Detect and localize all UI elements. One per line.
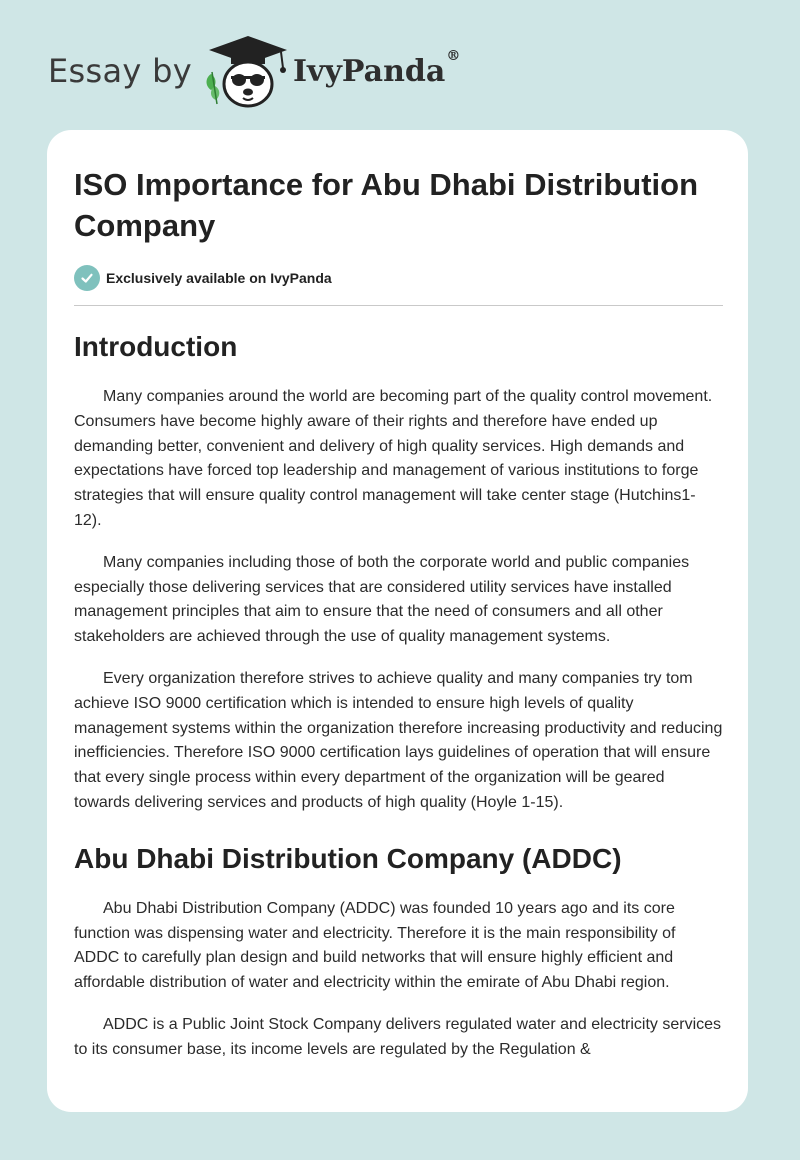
brand-label: IvyPanda xyxy=(293,54,446,89)
paragraph: Many companies including those of both the corporate world and public companies especially those delivering services that are considered utility services have installed management principles that aim to ensure that the need of consumers and all other stakeholders are achieved through the use of quality management systems. xyxy=(74,553,690,646)
paragraph: Every organization therefore strives to achieve quality and many companies try tom achieve ISO 9000 certification which is intended to ensure high levels of quality management systems within the organization therefore increasing productivity and reducing inefficiencies. Therefore ISO 9000 certification lays guidelines of operation that will ensure that every single process within every department of the organization will be geared towards delivering services and products of high quality (Hoyle 1-15). xyxy=(74,669,723,811)
brand-name[interactable] xyxy=(293,48,461,89)
page-title: ISO Importance for Abu Dhabi Distribution Company xyxy=(74,167,699,243)
divider xyxy=(74,305,723,306)
badge-text: Exclusively available on IvyPanda xyxy=(106,270,332,286)
paragraph: Abu Dhabi Distribution Company (ADDC) was founded 10 years ago and its core function was dispensing water and electricity. Therefore it is the main responsibility of ADDC to carefully plan design and build networks that will ensure highly efficient and affordable distribution of water and electricity within the emirate of Abu Dhabi region. xyxy=(74,899,676,992)
checkmark-icon xyxy=(74,265,100,291)
paragraph: ADDC is a Public Joint Stock Company delivers regulated water and electricity services to its consumer base, its income levels are regulated by the Regulation & xyxy=(74,1015,722,1058)
essay-card xyxy=(47,130,748,1112)
ivypanda-logo-icon[interactable] xyxy=(203,34,293,110)
exclusive-badge xyxy=(74,264,723,292)
essay-content xyxy=(74,164,723,1063)
registered-mark: ® xyxy=(446,48,461,64)
site-header xyxy=(48,34,468,114)
essay-by-label: Essay by xyxy=(48,52,192,90)
paragraph: Many companies around the world are becoming part of the quality control movement. Consumers have become highly aware of their rights and therefore have ended up demanding better, convenient and delivery of high quality services. High demands and expectations have forced top leadership and management of various institutions to forge strategies that will ensure quality control management will take center stage (Hutchins1- 12). xyxy=(74,388,713,529)
section-heading-addc: Abu Dhabi Distribution Company (ADDC) xyxy=(74,842,622,874)
section-heading-introduction: Introduction xyxy=(74,331,238,362)
